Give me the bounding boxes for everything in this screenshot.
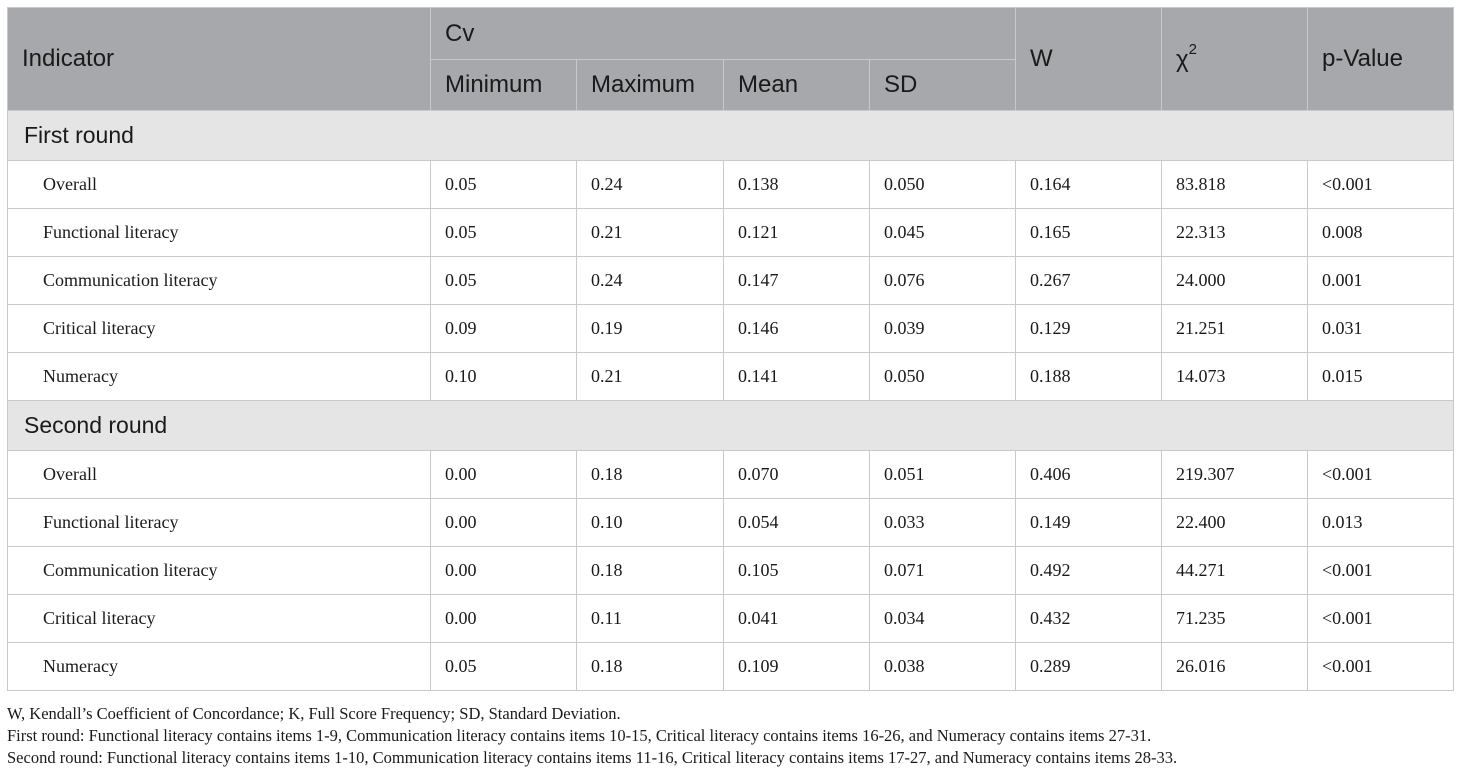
sd-cell: 0.076	[870, 257, 1016, 305]
chi-symbol: χ	[1176, 45, 1189, 73]
p-value-cell: <0.001	[1308, 595, 1454, 643]
p-value-cell: 0.008	[1308, 209, 1454, 257]
sd-cell: 0.045	[870, 209, 1016, 257]
mean-cell: 0.054	[724, 499, 870, 547]
mean-cell: 0.109	[724, 643, 870, 691]
chi-square-cell: 24.000	[1162, 257, 1308, 305]
indicator-cell: Numeracy	[8, 353, 431, 401]
chi-square-cell: 21.251	[1162, 305, 1308, 353]
mean-cell: 0.141	[724, 353, 870, 401]
chi-superscript: 2	[1188, 40, 1197, 58]
p-value-cell: <0.001	[1308, 161, 1454, 209]
p-value-cell: 0.031	[1308, 305, 1454, 353]
section-row	[8, 111, 1454, 161]
indicator-cell: Critical literacy	[8, 595, 431, 643]
header-p-value: p-Value	[1308, 8, 1454, 111]
minimum-cell: 0.00	[431, 499, 577, 547]
chi-square-cell: 71.235	[1162, 595, 1308, 643]
table-body	[8, 111, 1454, 691]
w-cell: 0.492	[1016, 547, 1162, 595]
w-cell: 0.432	[1016, 595, 1162, 643]
maximum-cell: 0.21	[577, 209, 724, 257]
minimum-cell: 0.05	[431, 161, 577, 209]
minimum-cell: 0.00	[431, 595, 577, 643]
indicator-cell: Functional literacy	[8, 209, 431, 257]
w-cell: 0.289	[1016, 643, 1162, 691]
footnote-second-round: Second round: Functional literacy contains items 1-10, Communication literacy contains items 11-16, Critical literacy contains items 17-27, and Numeracy contains items 28-33.	[7, 748, 1178, 767]
p-value-cell: 0.001	[1308, 257, 1454, 305]
mean-cell: 0.138	[724, 161, 870, 209]
minimum-cell: 0.00	[431, 547, 577, 595]
w-cell: 0.165	[1016, 209, 1162, 257]
maximum-cell: 0.21	[577, 353, 724, 401]
section-row	[8, 401, 1454, 451]
sd-cell: 0.071	[870, 547, 1016, 595]
mean-cell: 0.121	[724, 209, 870, 257]
table-row	[8, 161, 1454, 209]
indicator-cell: Functional literacy	[8, 499, 431, 547]
header-w: W	[1016, 8, 1162, 111]
indicator-cell: Overall	[8, 161, 431, 209]
table-row	[8, 547, 1454, 595]
mean-cell: 0.105	[724, 547, 870, 595]
table-header	[8, 8, 1454, 111]
w-cell: 0.149	[1016, 499, 1162, 547]
table-footnotes	[7, 703, 1453, 769]
sd-cell: 0.039	[870, 305, 1016, 353]
mean-cell: 0.146	[724, 305, 870, 353]
maximum-cell: 0.18	[577, 643, 724, 691]
maximum-cell: 0.18	[577, 547, 724, 595]
sd-cell: 0.050	[870, 161, 1016, 209]
minimum-cell: 0.05	[431, 643, 577, 691]
header-chi-square	[1162, 8, 1308, 111]
minimum-cell: 0.05	[431, 257, 577, 305]
sd-cell: 0.051	[870, 451, 1016, 499]
w-cell: 0.406	[1016, 451, 1162, 499]
sd-cell: 0.033	[870, 499, 1016, 547]
maximum-cell: 0.19	[577, 305, 724, 353]
minimum-cell: 0.05	[431, 209, 577, 257]
indicator-cell: Critical literacy	[8, 305, 431, 353]
table-row	[8, 257, 1454, 305]
table-row	[8, 451, 1454, 499]
table-row	[8, 305, 1454, 353]
chi-square-cell: 26.016	[1162, 643, 1308, 691]
mean-cell: 0.041	[724, 595, 870, 643]
maximum-cell: 0.11	[577, 595, 724, 643]
minimum-cell: 0.00	[431, 451, 577, 499]
header-maximum: Maximum	[577, 60, 724, 111]
header-minimum: Minimum	[431, 60, 577, 111]
sd-cell: 0.038	[870, 643, 1016, 691]
table-row	[8, 353, 1454, 401]
footnote-first-round: First round: Functional literacy contains items 1-9, Communication literacy contains items 10-15, Critical literacy contains items 16-26, and Numeracy contains items 27-31.	[7, 726, 1152, 745]
section-title: First round	[8, 111, 1454, 161]
chi-square-cell: 22.313	[1162, 209, 1308, 257]
chi-square-cell: 83.818	[1162, 161, 1308, 209]
indicator-cell: Numeracy	[8, 643, 431, 691]
mean-cell: 0.147	[724, 257, 870, 305]
table-row	[8, 499, 1454, 547]
indicator-cell: Overall	[8, 451, 431, 499]
maximum-cell: 0.24	[577, 257, 724, 305]
sd-cell: 0.034	[870, 595, 1016, 643]
sd-cell: 0.050	[870, 353, 1016, 401]
header-indicator: Indicator	[8, 8, 431, 111]
maximum-cell: 0.18	[577, 451, 724, 499]
chi-square-cell: 14.073	[1162, 353, 1308, 401]
p-value-cell: <0.001	[1308, 547, 1454, 595]
maximum-cell: 0.10	[577, 499, 724, 547]
indicator-cell: Communication literacy	[8, 257, 431, 305]
mean-cell: 0.070	[724, 451, 870, 499]
maximum-cell: 0.24	[577, 161, 724, 209]
table-row	[8, 643, 1454, 691]
header-mean: Mean	[724, 60, 870, 111]
minimum-cell: 0.09	[431, 305, 577, 353]
w-cell: 0.129	[1016, 305, 1162, 353]
footnote-abbreviations: W, Kendall’s Coefficient of Concordance; K, Full Score Frequency; SD, Standard Deviation.	[7, 704, 621, 723]
p-value-cell: <0.001	[1308, 451, 1454, 499]
chi-square-cell: 219.307	[1162, 451, 1308, 499]
minimum-cell: 0.10	[431, 353, 577, 401]
section-title: Second round	[8, 401, 1454, 451]
p-value-cell: 0.015	[1308, 353, 1454, 401]
p-value-cell: 0.013	[1308, 499, 1454, 547]
p-value-cell: <0.001	[1308, 643, 1454, 691]
header-cv: Cv	[431, 8, 1016, 60]
table-row	[8, 595, 1454, 643]
table-row	[8, 209, 1454, 257]
w-cell: 0.188	[1016, 353, 1162, 401]
header-sd: SD	[870, 60, 1016, 111]
w-cell: 0.267	[1016, 257, 1162, 305]
chi-square-cell: 44.271	[1162, 547, 1308, 595]
indicator-cell: Communication literacy	[8, 547, 431, 595]
results-table	[7, 7, 1454, 691]
w-cell: 0.164	[1016, 161, 1162, 209]
chi-square-cell: 22.400	[1162, 499, 1308, 547]
